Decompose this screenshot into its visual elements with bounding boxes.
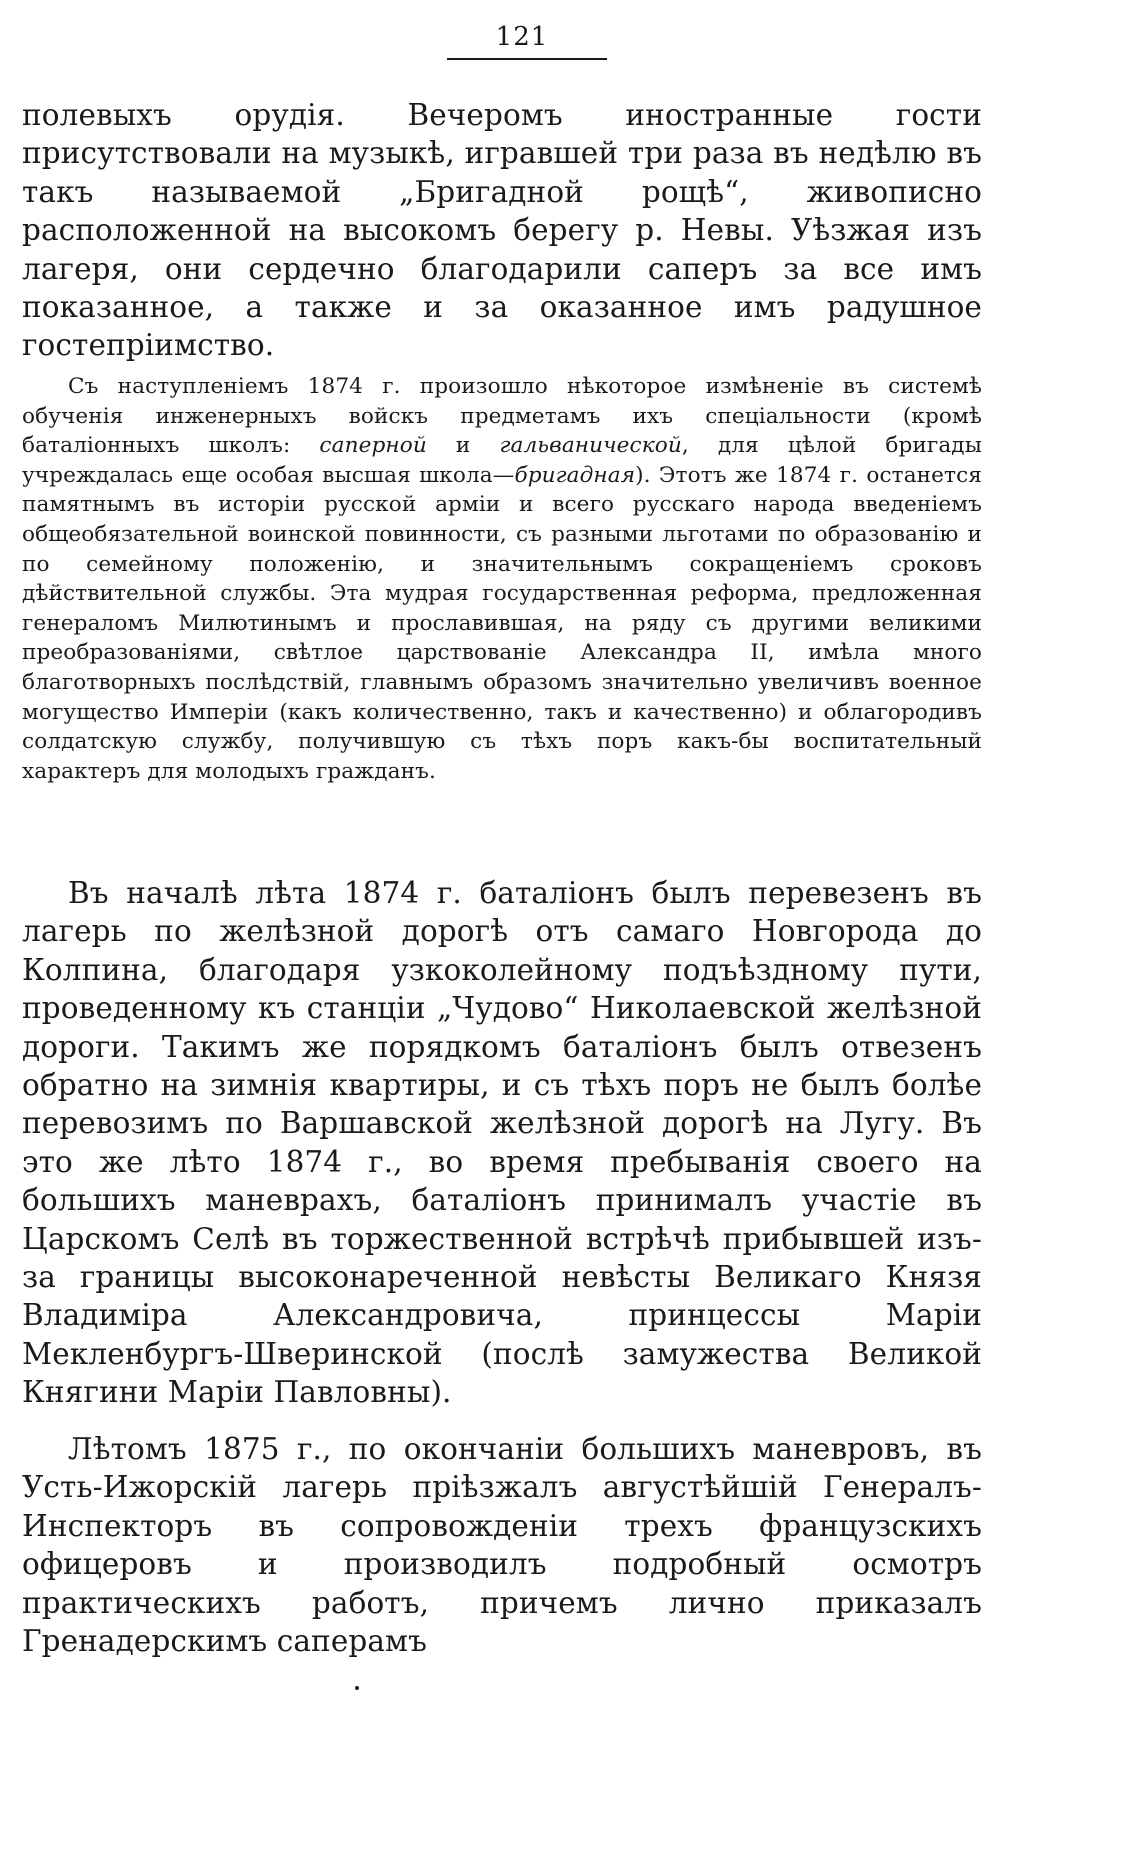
paragraph-2-text-2: и [426,433,500,459]
paragraph-2-small-print [22,372,982,786]
paragraph-2-text-3: , для цѣлой бригады учреждалась еще особая высшая школа— [22,433,982,488]
page-number-rule [447,58,607,60]
page-number: 121 [495,22,549,52]
paragraph-4: Лѣтомъ 1875 г., по окончаніи большихъ маневровъ, въ Усть-Ижорскій лагерь пріѣзжалъ августѣйшій Генералъ-Инспекторъ въ сопровожденіи трехъ французскихъ офицеровъ и производилъ подробный осмотръ практическихъ работъ, причемъ лично приказалъ Гренадерскимъ саперамъ [22,1432,982,1659]
paragraph-2-italic-brigade-school: бригадная [514,462,636,488]
paragraph-2-italic-sapper-school: саперной [319,433,427,459]
paragraph-2-text-1: Съ наступленіемъ 1874 г. произошло нѣкоторое измѣненіе въ системѣ обученія инженерныхъ войскъ предметамъ ихъ спеціальности (кромѣ баталіонныхъ школъ: [22,374,982,459]
paragraph-2-italic-galvanic-school: гальванической [499,433,682,459]
paragraph-1: полевыхъ орудія. Вечеромъ иностранные гости присутствовали на музыкѣ, игравшей три раза въ недѣлю въ такъ называемой „Бригадной рощѣ“, живописно расположенной на высокомъ берегу р. Невы. Уѣзжая изъ лагеря, они сердечно благодарили саперъ за все имъ показанное, а также и за оказанное имъ радушное гостепріимство. [22,98,982,363]
ink-speck [355,1686,359,1690]
paragraph-3: Въ началѣ лѣта 1874 г. баталіонъ былъ перевезенъ въ лагерь по желѣзной дорогѣ отъ самаго Новгорода до Колпина, благодаря узкоколейному подъѣздному пути, проведенному къ станціи „Чудово“ Николаевской желѣзной дороги. Такимъ же порядкомъ баталіонъ былъ отвезенъ обратно на зимнія квартиры, и съ тѣхъ поръ не былъ болѣе перевозимъ по Варшавской желѣзной дорогѣ на Лугу. Въ это же лѣто 1874 г., во время пребыванія своего на большихъ маневрахъ, баталіонъ принималъ участіе въ Царскомъ Селѣ въ торжественной встрѣчѣ прибывшей изъ-за границы высоконареченной невѣсты Великаго Князя Владиміра Александровича, принцессы Маріи Мекленбургъ-Шверинской (послѣ замужества Великой Княгини Маріи Павловны). [22,876,982,1410]
paragraph-2-text-4: ). Этотъ же 1874 г. останется памятнымъ въ исторіи русской арміи и всего русскаго народа введеніемъ общеобязательной воинской повинности, съ разными льготами по образованію и по семейному положенію, и значительнымъ сокращеніемъ сроковъ дѣйствительной службы. Эта мудрая государственная реформа, предложенная генераломъ Милютинымъ и прославившая, на ряду съ другими великими преобразованіями, свѣтлое царствованіе Александра II, имѣла много благотворныхъ послѣдствій, главнымъ образомъ значительно увеличивъ военное могущество Имперіи (какъ количественно, такъ и качественно) и облагородивъ солдатскую службу, получившую съ тѣхъ поръ какъ-бы воспитательный характеръ для молодыхъ гражданъ. [22,462,983,784]
